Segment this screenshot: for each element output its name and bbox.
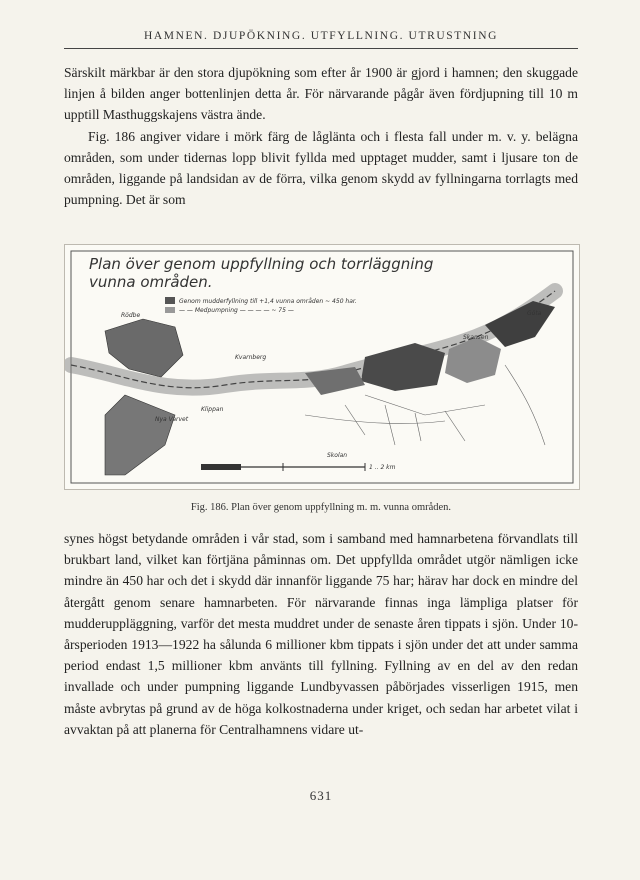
legend-light-swatch — [165, 307, 175, 313]
map-filled-area-dark2 — [485, 301, 555, 347]
map-label: Göta — [527, 310, 542, 317]
map-subtitle: vunna områden. — [89, 273, 213, 291]
map-label: Klippan — [201, 406, 224, 413]
header-rule — [64, 48, 578, 49]
map-label: Skansen — [463, 334, 489, 341]
map-label: Nya Varvet — [155, 416, 189, 423]
paragraph: Fig. 186 angiver vidare i mörk färg de låglänta och i flesta fall under m. v. y. belägna områden, som under tidernas lopp blivit fyllda med upptaget mudder, samt i ljusare ton de områden, liggande på landsidan av de förra, vilka genom skydd av fyllningarna torrlagts med pumpning. Det är som — [64, 128, 578, 208]
map-label: Kvarnberg — [235, 354, 267, 361]
scale-label: 1 .. 2 km — [369, 464, 396, 471]
map-label: Skolan — [327, 452, 348, 459]
legend-dark-label: Genom mudderfyllning till +1,4 vunna områden ~ 450 har. — [179, 298, 357, 305]
text-block-top — [64, 62, 578, 210]
legend-light-label: — — Medpumpning — — — — ~ 75 — — [179, 307, 294, 314]
map-filled-area-dark — [361, 343, 445, 391]
map-figure — [64, 244, 580, 490]
figure-caption: Fig. 186. Plan över genom uppfyllning m. m. vunna områden. — [190, 502, 452, 513]
page-number: 631 — [309, 788, 333, 803]
paragraph: Särskilt märkbar är den stora djupökning som efter år 1900 är gjord i hamnen; den skuggade linjen å bilden anger bottenlinjen detta år. För närvarande pågår även fördjupning till 10 m upptill Masthuggskajens västra ände. — [64, 65, 578, 123]
text-block-bottom — [64, 528, 578, 740]
map-land-lower-left — [105, 395, 175, 475]
legend-dark-swatch — [165, 297, 175, 304]
map-label: Rödbe — [121, 312, 141, 319]
map-drawing — [65, 245, 579, 489]
paragraph: synes högst betydande områden i vår stad, som i samband med hamnarbetena förvandlats till brukbart land, vilket kan förtjäna påminnas om. Det uppfyllda området utgör nämligen icke mindre än 450 har och det i skydd där innanför liggande 75 har; härav har dock en mindre del återgått genom senare hamnarbeten. För närvarande finnas inga lämpliga platser för mudderuppläggning, varför det mesta muddret under de senaste åren tippats i sjön. Under 10-årsperioden 1913—1922 ha sålunda 6 millioner kbm tippats i sjön under det att under samma period endast 1,5 millioner kbm använts till fyllning. Fyllning av en del av den redan invallade och under pumpning liggande Lundbyvassen påbörjades visserligen 1915, men måste avbrytas på grund av de höga kolkostnaderna under kriget, och sedan har arbetet vilat i avvaktan på att planerna för Centralhamnens vidare ut- — [64, 531, 578, 737]
map-title: Plan över genom uppfyllning och torrläggning — [89, 255, 434, 273]
map-scale-bar — [201, 463, 396, 471]
running-head: HAMNEN. DJUPÖKNING. UTFYLLNING. UTRUSTNING — [143, 30, 499, 42]
